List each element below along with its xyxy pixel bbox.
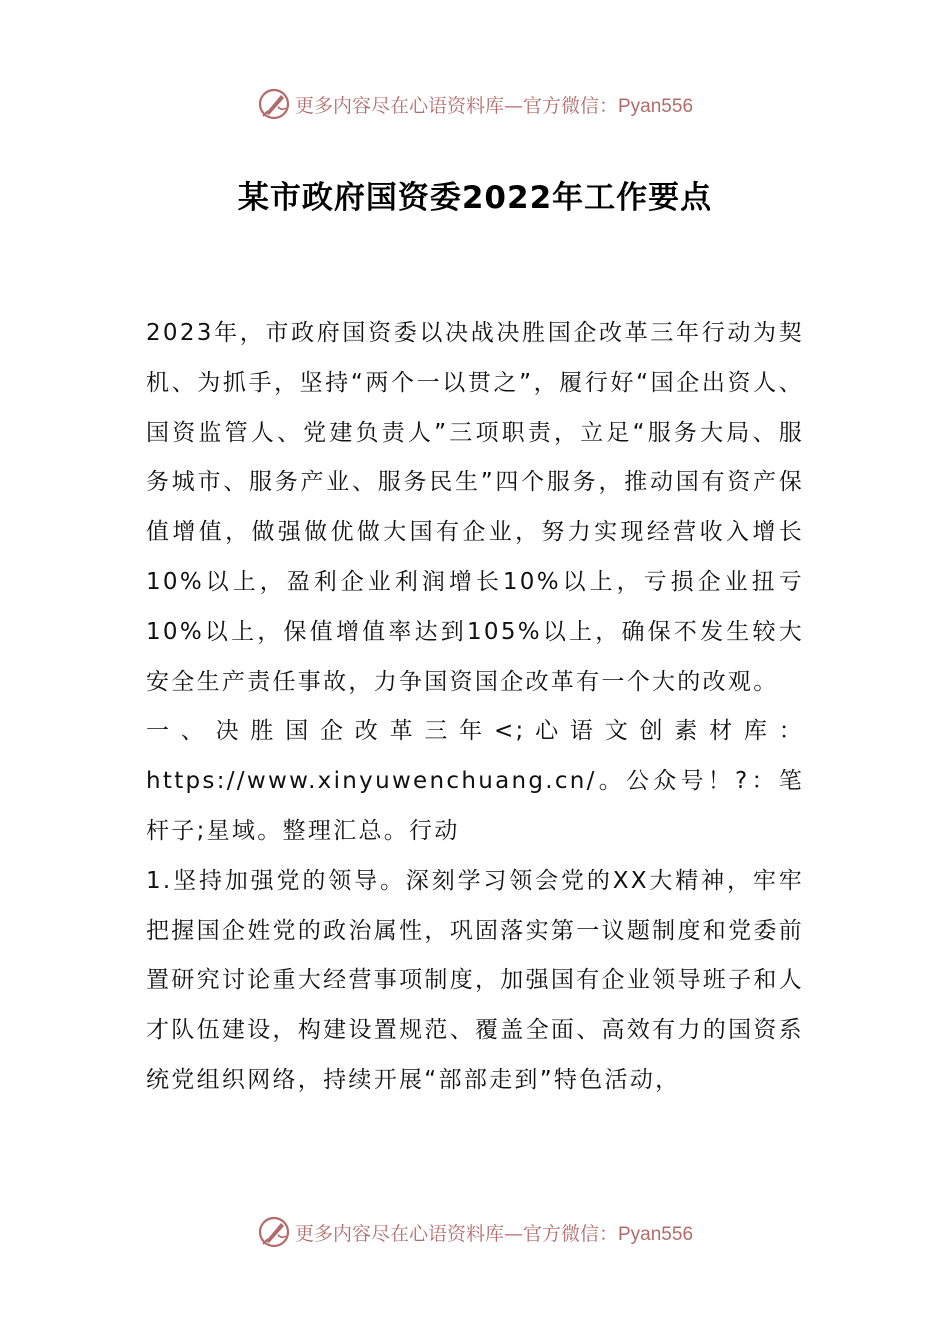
header-watermark [0,84,950,124]
document-title: 某市政府国资委2022年工作要点 [237,180,713,216]
paragraph-section-heading: 一、决胜国企改革三年<;心语文创素材库：https://www.xinyuwenchuang.cn/。公众号！?：笔杆子;星域。整理汇总。行动 [146,718,804,844]
header-wechat-id: Pyan556 [618,95,694,117]
header-watermark-text: 更多内容尽在心语资料库—官方微信：Pyan556 [294,94,694,117]
paragraph-item-1: 1.坚持加强党的领导。深刻学习领会党的XX大精神，牢牢把握国企姓党的政治属性，巩固落实第一议题制度和党委前置研究讨论重大经营事项制度，加强国有企业领导班子和人才队伍建设，构建设置规范、覆盖全面、高效有力的国资系统党组织网络，持续开展“部部走到”特色活动， [146,867,804,1093]
footer-watermark [0,1212,950,1252]
footer-watermark-text: 更多内容尽在心语资料库—官方微信：Pyan556 [294,1222,694,1245]
quill-seal-icon [257,1215,291,1249]
quill-seal-icon [257,87,291,121]
footer-wechat-id: Pyan556 [618,1223,694,1245]
paragraph-intro: 2023年，市政府国资委以决战决胜国企改革三年行动为契机、为抓手，坚持“两个一以贯之”，履行好“国企出资人、国资监管人、党建负责人”三项职责，立足“服务大局、服务城市、服务产业、服务民生”四个服务，推动国有资产保值增值，做强做优做大国有企业，努力实现经营收入增长10%以上，盈利企业利润增长10%以上，亏损企业扭亏10%以上，保值增值率达到105%以上，确保不发生较大安全生产责任事故，力争国资国企改革有一个大的改观。 [146,320,804,695]
document-body [146,309,804,1106]
